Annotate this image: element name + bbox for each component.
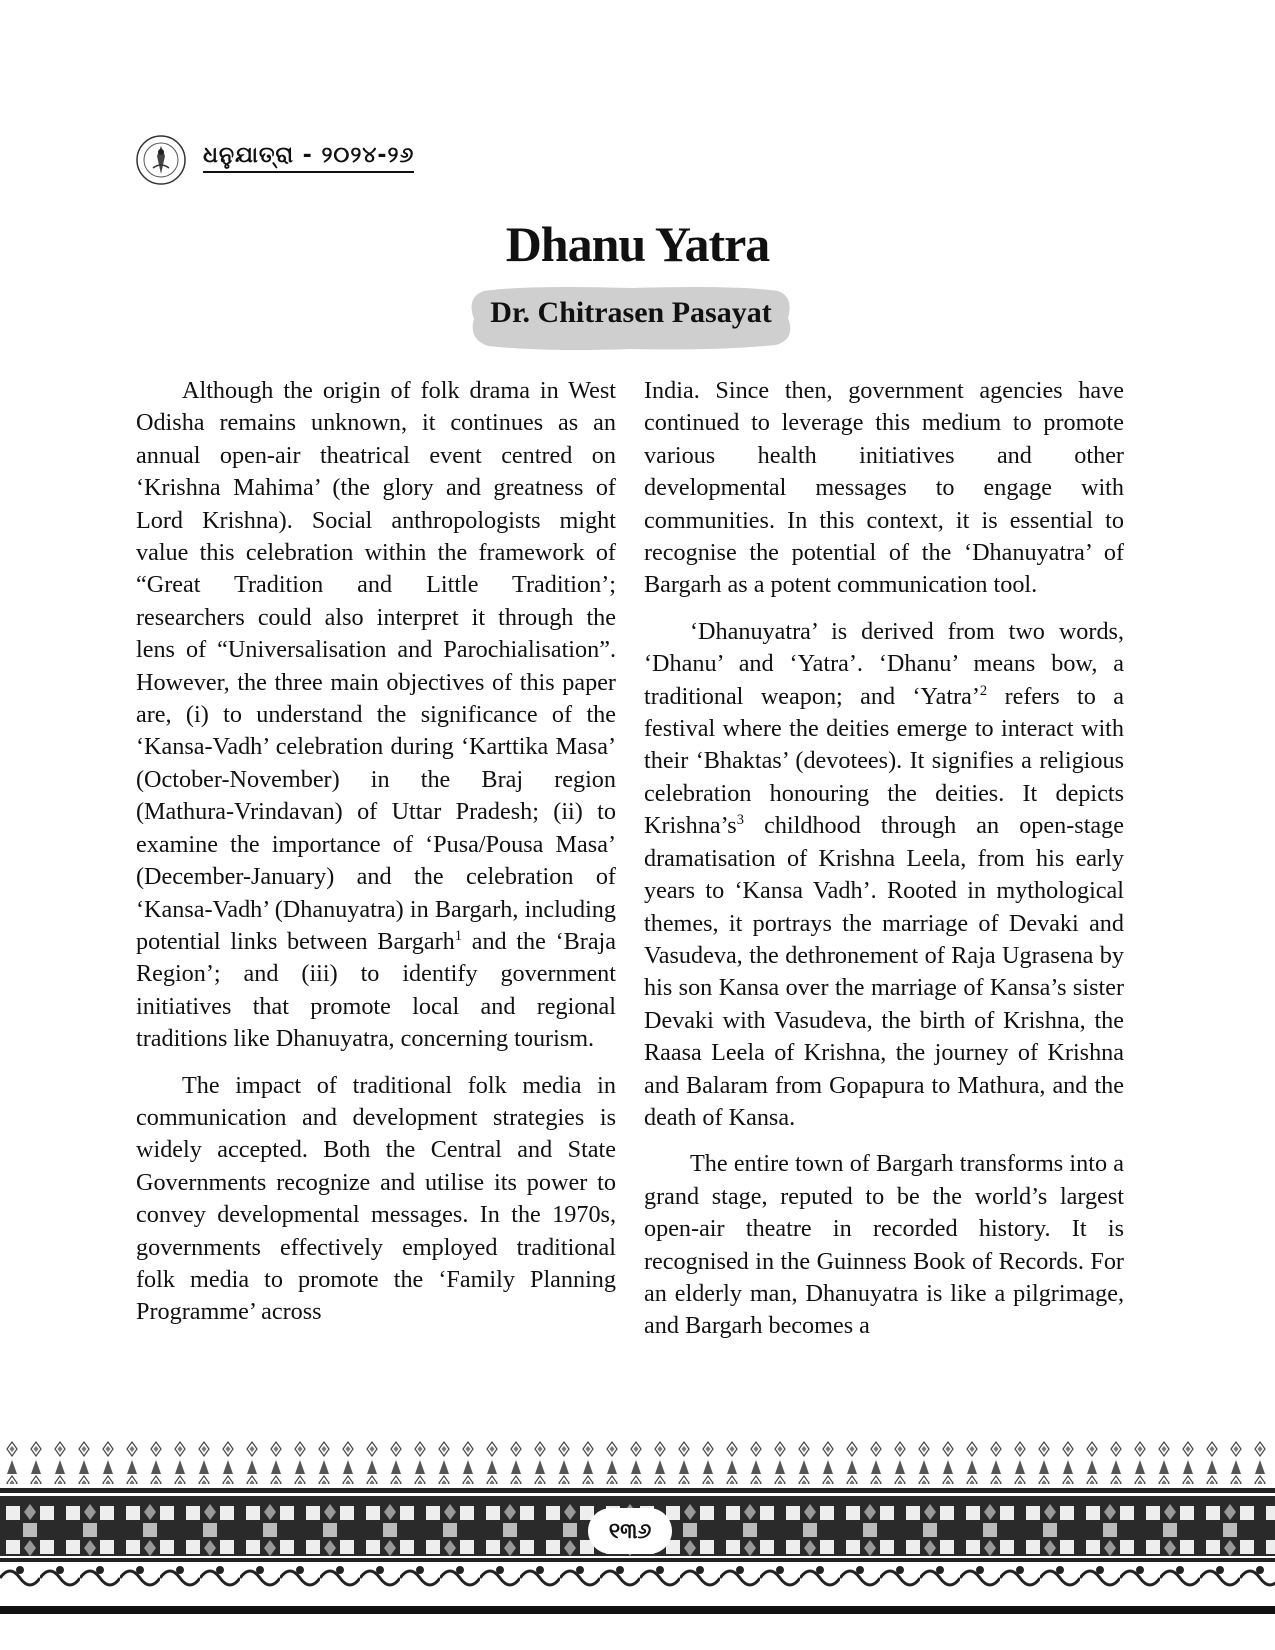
author-badge — [466, 283, 796, 353]
footnote-marker: 3 — [736, 812, 744, 829]
paragraph: The entire town of Bargarh transforms into a grand stage, reputed to be the world’s largest open-air theatre in recorded history. It is recognised in the Guinness Book of Records. For an elderly man, Dhanuyatra is like a pilgrimage, and Bargarh becomes a — [644, 1150, 1124, 1340]
article-title: Dhanu Yatra — [505, 216, 770, 272]
journal-label: ଧନୁଯାତ୍ରା - ୨୦୨୪-୨୬ — [203, 143, 414, 173]
journal-header — [135, 133, 414, 187]
text-column-right — [644, 375, 1124, 1343]
paragraph: ‘Dhanuyatra’ is derived from two words, ‘Dhanu’ and ‘Yatra’. ‘Dhanu’ means bow, a traditional weapon; and ‘Yatra’$^2$ refers to a festival where the deities emerge to interact with their ‘Bhaktas’ (devotees). It signifies a religious celebration honouring the deities. It depicts $Krishna’s^3$ childhood through an open-stage dramatisation of Krishna Leela, from his early years to ‘Kansa Vadh’. Rooted in mythological themes, it portrays the marriage of Devaki and Vasudeva, the dethronement of Raja Ugrasena by his son Kansa over the marriage of Kansa’s sister Devaki with Vasudeva, the birth of Krishna, the Raasa Leela of Krishna, the journey of Krishna and Balaram from Gopapura to Mathura, and the death of Kansa. — [644, 617, 1124, 1131]
emblem-seal-icon — [135, 134, 187, 186]
paragraph: The impact of traditional folk media in communication and development strategies is widely accepted. Both the Central and State Governments recognize and utilise its power to convey developmental messages. In the 1970s, governments effectively employed traditional folk media to promote the ‘Family Planning Programme’ across — [136, 1071, 616, 1326]
text-column-left — [136, 375, 616, 1329]
paragraph: Although the origin of folk drama in West Odisha remains unknown, it continues as an annual open-air theatrical event centred on ‘Krishna Mahima’ (the glory and greatness of Lord Krishna). Social anthropologists might value this celebration within the framework of “Great Tradition and Little Tradition’; researchers could also interpret it through the lens of “Universalisation and Parochialisation”. However, the three main objectives of this paper are, (i) to understand the significance of the ‘Kansa-Vadh’ celebration during ‘Karttika Masa’ (October-November) in the Braj region (Mathura-Vrindavan) of Uttar Pradesh; (ii) to examine the importance of ‘Pusa/Pousa Masa’ (December-January) and the celebration of ‘Kansa-Vadh’ (Dhanuyatra) in Bargarh, including potential links between Bargarh$^1$ and the ‘Braja Region’; and (iii) to identify government initiatives that promote local and regional traditions like Dhanuyatra, concerning tourism. — [136, 377, 617, 1053]
footnote-marker: 1 — [454, 927, 463, 944]
footnote-marker: 2 — [979, 682, 988, 699]
author-name: Dr. Chitrasen Pasayat — [490, 296, 772, 329]
paragraph: India. Since then, government agencies have continued to leverage this medium to promote various health initiatives and other developmental messages to engage with communities. In this context, it is essential to recognise the potential of the ‘Dhanuyatra’ of Bargarh as a potent communication tool. — [644, 377, 1124, 599]
page-number: ୧୩୬ — [588, 1508, 672, 1554]
